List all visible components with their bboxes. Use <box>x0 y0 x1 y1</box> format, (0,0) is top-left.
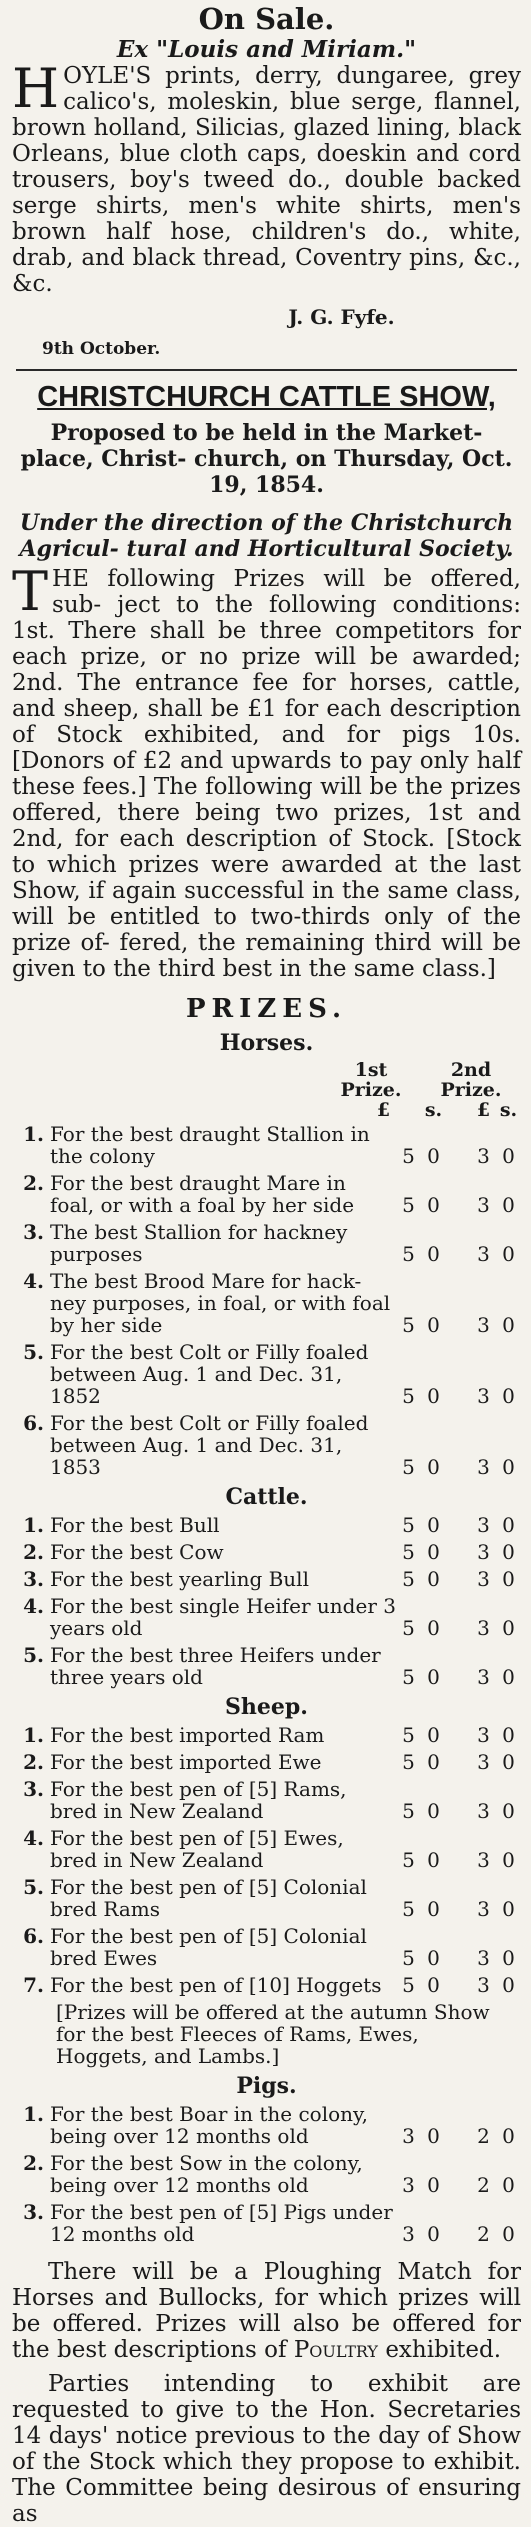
prize-number: 3. <box>23 1220 44 1244</box>
prize-amount: 0 <box>502 1897 515 1921</box>
prize-number: 1. <box>23 1513 44 1537</box>
prize-column-header <box>12 1060 521 1100</box>
prize-row <box>12 2103 521 2147</box>
prize-description: For the best pen of [5] Colonial bred Rams <box>50 1875 367 1921</box>
prize-amount: 0 <box>427 1455 440 1479</box>
prize-description: For the best imported Ram <box>50 1723 325 1747</box>
prize-amount: 0 <box>427 1144 440 1168</box>
prize-amounts <box>396 2201 521 2245</box>
prize-amount: 3 <box>477 1144 490 1168</box>
prize-row <box>12 1827 521 1871</box>
prize-amount: 0 <box>502 1540 515 1564</box>
prize-description: For the best pen of [5] Colonial bred Ewes <box>50 1924 367 1970</box>
prize-amount: 3 <box>477 1946 490 1970</box>
show-conditions <box>12 560 521 982</box>
prize-amount: 0 <box>427 1540 440 1564</box>
prize-amount: 0 <box>502 2222 515 2246</box>
prize-number: 2. <box>23 1540 44 1564</box>
prize-amount: 0 <box>427 2222 440 2246</box>
currency-unit: £ <box>376 1099 391 1121</box>
prize-number: 4. <box>23 1826 44 1850</box>
prize-amount: 3 <box>477 1384 490 1408</box>
prize-amount: 3 <box>477 1193 490 1217</box>
prize-description: For the best draught Stallion in the colony <box>50 1122 370 1168</box>
prize-amount: 0 <box>502 1193 515 1217</box>
prize-amount: 5 <box>402 1193 415 1217</box>
prize-number: 6. <box>23 1924 44 1948</box>
prize-row <box>12 2152 521 2196</box>
prize-row <box>12 1123 521 1167</box>
prize-amount: 0 <box>427 1848 440 1872</box>
prize-amount: 3 <box>477 1848 490 1872</box>
prize-amount: 0 <box>427 1384 440 1408</box>
prize-amount: 2 <box>477 2222 490 2246</box>
prize-amount: 0 <box>427 1313 440 1337</box>
prize-amount: 0 <box>427 2124 440 2148</box>
dropcap-h: H <box>12 57 60 120</box>
prize-amount: 0 <box>427 1242 440 1266</box>
on-sale-text: OYLE'S prints, derry, dungaree, grey calico's, moleskin, blue serge, flannel, brown holland, Silicias, glazed lining, black Orleans, blue cloth caps, doeskin and cord trousers, boy's tweed do., double backed serge shirts, men's white shirts, men's brown half hose, children's do., white, drab, and black thread, Coventry pins, &c., &c. <box>12 63 521 297</box>
prize-description: For the best imported Ewe <box>50 1750 322 1774</box>
prize-amount: 0 <box>502 1723 515 1747</box>
prize-row <box>12 1595 521 1639</box>
prize-amount: 0 <box>427 1946 440 1970</box>
show-title: CHRISTCHURCH CATTLE SHOW, <box>37 381 496 413</box>
prize-amount: 5 <box>402 1540 415 1564</box>
prize-amount: 5 <box>402 1513 415 1537</box>
prize-amounts <box>396 1123 521 1167</box>
divider <box>16 369 517 371</box>
prize-amount: 5 <box>402 1144 415 1168</box>
prize-number: 2. <box>23 1171 44 1195</box>
prize-amount: 0 <box>502 1313 515 1337</box>
prize-amounts <box>396 1514 521 1536</box>
prize-row <box>12 1644 521 1688</box>
prize-number: 1. <box>23 2102 44 2126</box>
prize-amount: 0 <box>502 1455 515 1479</box>
prize-amount: 3 <box>477 1750 490 1774</box>
prize-row <box>12 1568 521 1590</box>
prize-number: 3. <box>23 2200 44 2224</box>
prize-amount: 0 <box>502 1973 515 1997</box>
prize-amounts <box>396 1541 521 1563</box>
prize-amount: 3 <box>477 1799 490 1823</box>
prize-row <box>12 1172 521 1216</box>
prize-amounts <box>396 1595 521 1639</box>
prize-amount: 0 <box>427 1567 440 1591</box>
prize-amount: 0 <box>427 1193 440 1217</box>
prize-amount: 5 <box>402 1973 415 1997</box>
section-heading-pigs: Pigs. <box>236 2073 297 2099</box>
prize-description: For the best three Heifers under three years old <box>50 1643 381 1689</box>
prize-number: 5. <box>23 1643 44 1667</box>
prize-description: For the best Colt or Filly foaled between Aug. 1 and Dec. 31, 1852 <box>50 1340 369 1408</box>
prize-amount: 5 <box>402 1665 415 1689</box>
prize-amount: 0 <box>427 1973 440 1997</box>
prize-amount: 3 <box>477 1567 490 1591</box>
prize-amount: 0 <box>502 1513 515 1537</box>
prize-description: For the best single Heifer under 3 years old <box>50 1594 396 1640</box>
currency-unit: s. <box>424 1099 443 1121</box>
prize-row <box>12 1541 521 1563</box>
prize-amounts <box>396 1172 521 1216</box>
prize-description: For the best pen of [5] Pigs under 12 months old <box>50 2200 393 2246</box>
prize-list <box>12 1030 521 2245</box>
ship-name: Ex "Louis and Miriam." <box>116 36 417 63</box>
prize-description: For the best Sow in the colony, being over 12 months old <box>50 2151 363 2197</box>
prize-description: For the best pen of [5] Ewes, bred in New Zealand <box>50 1826 344 1872</box>
prize-number: 4. <box>23 1269 44 1293</box>
prize-amounts <box>396 1827 521 1871</box>
prize-amounts <box>396 1876 521 1920</box>
prize-row <box>12 1778 521 1822</box>
prize-amount: 0 <box>502 1848 515 1872</box>
show-body: HE following Prizes will be offered, sub- ject to the following conditions: 1st. There shall be three competitors for each prize, or no prize will be awarded; 2nd. The entrance fee for horses, cattle, and sheep, shall be £1 for each description of Stock exhibited, and for pigs 10s. [Donors of £2 and upwards to pay only half these fees.] The following will be the prizes offered, there being two prizes, 1st and 2nd, for each description of Stock. [Stock to which prizes were awarded at the last Show, if again successful in the same class, will be entitled to two-thirds only of the prize of- fered, the remaining third will be given to the third best in the same class.] <box>12 566 521 982</box>
ad-date: 9th October. <box>42 339 161 359</box>
prize-amount: 0 <box>502 1946 515 1970</box>
second-prize-header: 2nd Prize. <box>440 1059 502 1101</box>
prize-amount: 5 <box>402 1313 415 1337</box>
prize-amount: 5 <box>402 1848 415 1872</box>
closing-paragraph-1: There will be a Ploughing Match for Horses and Bullocks, for which prizes will be offered. Prizes will also be offered for the best descriptions of Poultry exhibited. <box>12 2259 521 2363</box>
prize-number: 6. <box>23 1411 44 1435</box>
prize-description: For the best pen of [10] Hoggets <box>50 1973 382 1997</box>
prize-row <box>12 1751 521 1773</box>
on-sale-title: On Sale. <box>198 2 335 36</box>
prize-description: For the best Colt or Filly foaled between Aug. 1 and Dec. 31, 1853 <box>50 1411 369 1479</box>
prize-amount: 3 <box>477 1242 490 1266</box>
prize-amount: 3 <box>477 1616 490 1640</box>
prize-number: 1. <box>23 1723 44 1747</box>
prize-number: 3. <box>23 1567 44 1591</box>
prize-row <box>12 1514 521 1536</box>
prize-amounts <box>396 1341 521 1407</box>
show-direction: Under the direction of the Christchurch Agricul- tural and Horticultural Society. <box>19 510 514 562</box>
prize-amount: 0 <box>502 1567 515 1591</box>
prize-amount: 0 <box>502 2173 515 2197</box>
prize-amount: 0 <box>502 1799 515 1823</box>
prize-row <box>12 1925 521 1969</box>
prize-amount: 0 <box>502 2124 515 2148</box>
prize-amount: 3 <box>477 1513 490 1537</box>
prize-amount: 3 <box>477 1540 490 1564</box>
prize-amount: 0 <box>427 1513 440 1537</box>
prize-amounts <box>396 1925 521 1969</box>
dropcap-t: T <box>12 560 49 623</box>
prize-amount: 5 <box>402 1616 415 1640</box>
section-heading-sheep: Sheep. <box>225 1694 308 1720</box>
prize-description: For the best Cow <box>50 1540 224 1564</box>
prize-amount: 3 <box>477 1313 490 1337</box>
on-sale-body <box>12 57 521 297</box>
prize-amount: 0 <box>502 1144 515 1168</box>
prize-amount: 3 <box>402 2124 415 2148</box>
prize-amounts <box>396 2152 521 2196</box>
prize-amounts <box>396 1724 521 1746</box>
prize-amount: 2 <box>477 2173 490 2197</box>
prize-amount: 3 <box>477 1455 490 1479</box>
prize-amount: 3 <box>477 1897 490 1921</box>
prize-amounts <box>396 2103 521 2147</box>
prize-row <box>12 1974 521 1996</box>
prize-amount: 3 <box>402 2173 415 2197</box>
prize-number: 5. <box>23 1875 44 1899</box>
prize-amount: 0 <box>427 1897 440 1921</box>
prize-description: For the best draught Mare in foal, or with a foal by her side <box>50 1171 355 1217</box>
prize-amount: 0 <box>427 1750 440 1774</box>
prize-amount: 0 <box>427 2173 440 2197</box>
prize-amount: 0 <box>427 1616 440 1640</box>
prize-row <box>12 1270 521 1336</box>
prize-amount: 0 <box>427 1665 440 1689</box>
prize-row <box>12 1412 521 1478</box>
prize-number: 1. <box>23 1122 44 1146</box>
show-proposed: Proposed to be held in the Market-place, Christ- church, on Thursday, Oct. 19, 1854. <box>20 420 513 498</box>
prize-description: For the best yearling Bull <box>50 1567 309 1591</box>
prize-number: 7. <box>23 1973 44 1997</box>
prize-amount: 0 <box>502 1665 515 1689</box>
prize-amount: 3 <box>477 1665 490 1689</box>
signature: J. G. Fyfe. <box>288 305 395 329</box>
prize-amount: 5 <box>402 1455 415 1479</box>
section-heading-horses: Horses. <box>219 1030 314 1056</box>
prize-amounts <box>396 1270 521 1336</box>
prize-description: The best Brood Mare for hack- ney purposes, in foal, or with foal by her side <box>50 1269 391 1337</box>
prize-amount: 2 <box>477 2124 490 2148</box>
closing-paragraph-2: Parties intending to exhibit are requested to give to the Hon. Secretaries 14 days' notice previous to the day of Show of the Stock which they propose to exhibit. The Committee being desirous of ensuring as <box>12 2371 521 2527</box>
currency-unit: £ <box>476 1099 491 1121</box>
prize-amount: 5 <box>402 1242 415 1266</box>
currency-unit: s. <box>499 1099 518 1121</box>
prize-number: 2. <box>23 2151 44 2175</box>
prize-row <box>12 1876 521 1920</box>
prize-amount: 5 <box>402 1946 415 1970</box>
prize-amounts <box>396 1644 521 1688</box>
currency-header <box>12 1100 521 1120</box>
prize-description: For the best Bull <box>50 1513 220 1537</box>
prize-number: 2. <box>23 1750 44 1774</box>
prize-amounts <box>396 1412 521 1478</box>
prize-description: For the best Boar in the colony, being over 12 months old <box>50 2102 369 2148</box>
prize-description: For the best pen of [5] Rams, bred in New Zealand <box>50 1777 347 1823</box>
prize-amount: 5 <box>402 1897 415 1921</box>
prize-amount: 0 <box>427 1723 440 1747</box>
prize-amount: 0 <box>427 1799 440 1823</box>
prize-row <box>12 1724 521 1746</box>
prize-amount: 3 <box>402 2222 415 2246</box>
prize-row <box>12 1221 521 1265</box>
prize-amounts <box>396 1751 521 1773</box>
prize-amount: 0 <box>502 1384 515 1408</box>
prize-amount: 5 <box>402 1723 415 1747</box>
prize-note: [Prizes will be offered at the autumn Show for the best Fleeces of Rams, Ewes, Hoggets, and Lambs.] <box>56 2000 490 2068</box>
prize-amount: 5 <box>402 1750 415 1774</box>
prize-number: 3. <box>23 1777 44 1801</box>
prizes-title: PRIZES. <box>185 994 348 1024</box>
section-heading-cattle: Cattle. <box>225 1484 308 1510</box>
prize-amount: 0 <box>502 1750 515 1774</box>
prize-amounts <box>396 1568 521 1590</box>
prize-amounts <box>396 1221 521 1265</box>
prize-amount: 5 <box>402 1567 415 1591</box>
prize-amounts <box>396 1974 521 1996</box>
prize-description: The best Stallion for hackney purposes <box>50 1220 348 1266</box>
prize-amount: 0 <box>502 1242 515 1266</box>
prize-amount: 3 <box>477 1973 490 1997</box>
prize-amount: 0 <box>502 1616 515 1640</box>
prize-amount: 5 <box>402 1384 415 1408</box>
prize-amount: 3 <box>477 1723 490 1747</box>
first-prize-header: 1st Prize. <box>340 1059 402 1101</box>
prize-row <box>12 2201 521 2245</box>
prize-number: 4. <box>23 1594 44 1618</box>
prize-row <box>12 1341 521 1407</box>
prize-amount: 5 <box>402 1799 415 1823</box>
prize-number: 5. <box>23 1340 44 1364</box>
prize-amounts <box>396 1778 521 1822</box>
